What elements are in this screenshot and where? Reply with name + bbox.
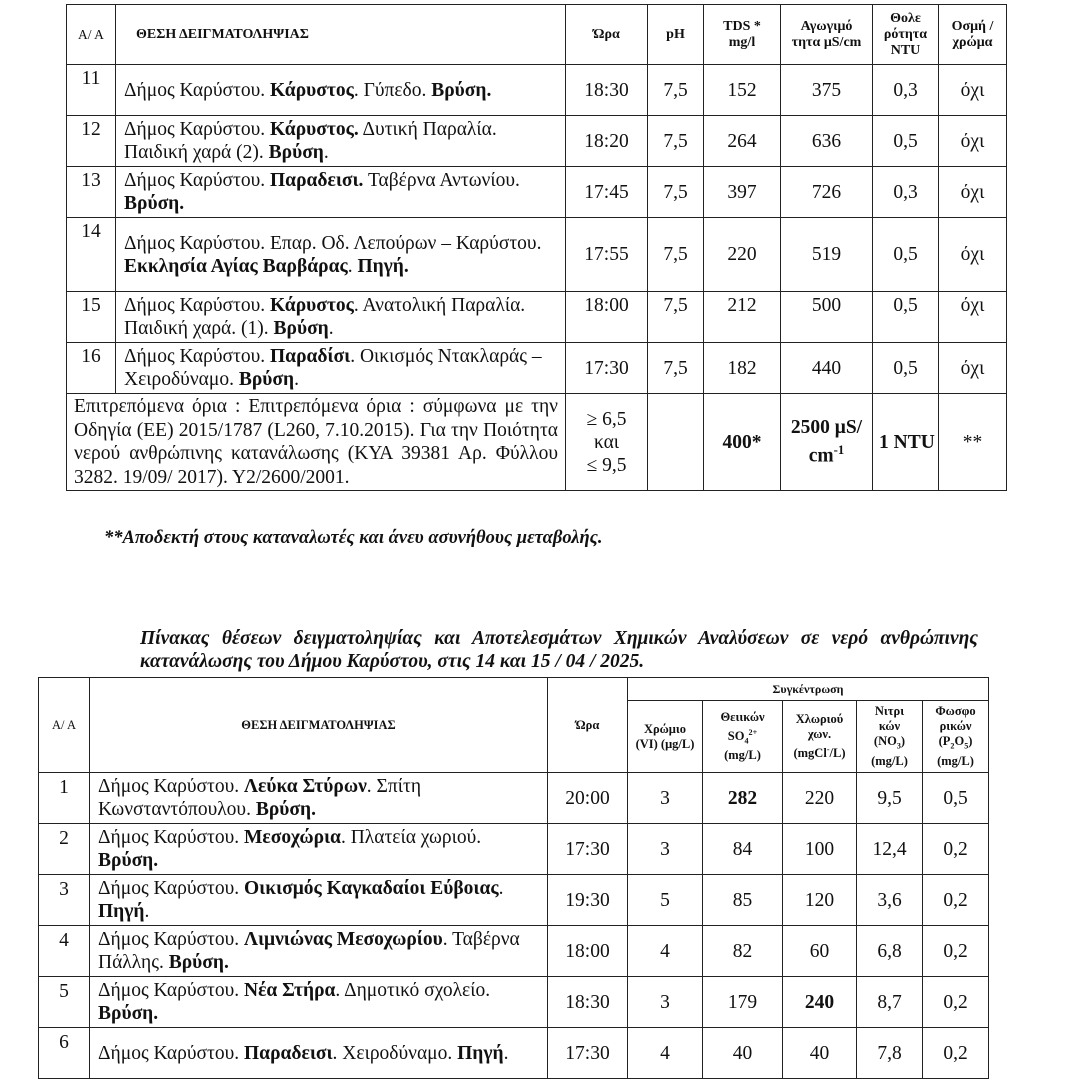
row-phosphate: 0,2 [923, 875, 989, 926]
row-location: Δήμος Καρύστου. Παραδεισι. Ταβέρνα Αντωνίου. Βρύση. [116, 167, 566, 218]
row-chromium: 3 [628, 773, 703, 824]
row-odor: όχι [939, 292, 1007, 343]
row-ph: 7,5 [648, 116, 704, 167]
row-aa: 3 [39, 875, 90, 926]
row-time: 18:00 [566, 292, 648, 343]
row-time: 18:00 [548, 926, 628, 977]
row-tds: 152 [704, 65, 781, 116]
row-turbidity: 0,5 [873, 218, 939, 292]
table-row [67, 65, 1007, 116]
table2-title: Πίνακας θέσεων δειγματοληψίας και Αποτελεσμάτων Χημικών Αναλύσεων σε νερό ανθρώπινης κατανάλωσης του Δήμου Καρύστου, στις 14 και 15 / 04 / 2025. [140, 628, 978, 672]
header-tds: TDS * mg/l [704, 5, 781, 65]
row-conductivity: 726 [781, 167, 873, 218]
row-location: Δήμος Καρύστου. Λιμνιώνας Μεσοχωρίου. Ταβέρνα Πάλλης. Βρύση. [90, 926, 548, 977]
table-row [67, 167, 1007, 218]
row-location: Δήμος Καρύστου. Λεύκα Στύρων. Σπίτη Κωνσταντόπουλου. Βρύση. [90, 773, 548, 824]
row-phosphate: 0,5 [923, 773, 989, 824]
row-location: Δήμος Καρύστου. Οικισμός Καγκαδαίοι Εύβοιας. Πηγή. [90, 875, 548, 926]
row-time: 20:00 [548, 773, 628, 824]
row-nitrate: 12,4 [857, 824, 923, 875]
header-turbidity: Θολε ρότητα NTU [873, 5, 939, 65]
row-nitrate: 8,7 [857, 977, 923, 1028]
row-nitrate: 9,5 [857, 773, 923, 824]
row-location: Δήμος Καρύστου. Επαρ. Οδ. Λεπούρων – Καρύστου. Εκκλησία Αγίας Βαρβάρας. Πηγή. [116, 218, 566, 292]
row-sulfate: 40 [703, 1028, 783, 1079]
row-turbidity: 0,3 [873, 65, 939, 116]
row-time: 18:30 [548, 977, 628, 1028]
row-tds: 220 [704, 218, 781, 292]
table2-header-row-1 [39, 678, 989, 701]
limits-empty [648, 394, 704, 491]
row-sulfate: 82 [703, 926, 783, 977]
row-location: Δήμος Καρύστου. Νέα Στήρα. Δημοτικό σχολείο. Βρύση. [90, 977, 548, 1028]
row-ph: 7,5 [648, 167, 704, 218]
row-chromium: 4 [628, 1028, 703, 1079]
row-location: Δήμος Καρύστου. Παραδίσι. Οικισμός Ντακλαράς – Χειροδύναμο. Βρύση. [116, 343, 566, 394]
table-row [39, 824, 989, 875]
header-location: ΘΕΣΗ ΔΕΙΓΜΑΤΟΛΗΨΙΑΣ [116, 5, 566, 65]
row-tds: 212 [704, 292, 781, 343]
header-location: ΘΕΣΗ ΔΕΙΓΜΑΤΟΛΗΨΙΑΣ [90, 678, 548, 773]
row-chloride: 100 [783, 824, 857, 875]
row-aa: 12 [67, 116, 116, 167]
header-odor: Οσμή / χρώμα [939, 5, 1007, 65]
row-time: 19:30 [548, 875, 628, 926]
row-conductivity: 375 [781, 65, 873, 116]
table-sampling-chemical [38, 677, 989, 1079]
row-chromium: 3 [628, 977, 703, 1028]
row-sulfate: 282 [703, 773, 783, 824]
header-concentration: Συγκέντρωση [628, 678, 989, 701]
row-chromium: 3 [628, 824, 703, 875]
limits-conductivity: 2500 μS/ $cm^{-1}$ [781, 394, 873, 491]
row-ph: 7,5 [648, 292, 704, 343]
row-sulfate: 84 [703, 824, 783, 875]
table-row [39, 977, 989, 1028]
row-conductivity: 519 [781, 218, 873, 292]
row-nitrate: 6,8 [857, 926, 923, 977]
row-aa: 13 [67, 167, 116, 218]
limits-ph-line2: και [593, 431, 620, 453]
limits-ph-line1: ≥ 6,5 [586, 408, 627, 430]
row-location: Δήμος Καρύστου. Παραδεισι. Χειροδύναμο. Πηγή. [90, 1028, 548, 1079]
row-conductivity: 636 [781, 116, 873, 167]
table-row [39, 926, 989, 977]
limits-row [67, 394, 1007, 491]
row-time: 18:30 [566, 65, 648, 116]
row-aa: 2 [39, 824, 90, 875]
row-turbidity: 0,5 [873, 292, 939, 343]
row-chloride: 60 [783, 926, 857, 977]
row-aa: 5 [39, 977, 90, 1028]
limits-ph [566, 394, 648, 491]
row-location: Δήμος Καρύστου. Κάρυστος. Δυτική Παραλία. Παιδική χαρά (2). Βρύση. [116, 116, 566, 167]
row-turbidity: 0,5 [873, 116, 939, 167]
row-turbidity: 0,3 [873, 167, 939, 218]
row-phosphate: 0,2 [923, 926, 989, 977]
row-odor: όχι [939, 218, 1007, 292]
header-aa: Α/ Α [67, 5, 116, 65]
row-conductivity: 500 [781, 292, 873, 343]
row-location: Δήμος Καρύστου. Κάρυστος. Ανατολική Παραλία. Παιδική χαρά. (1). Βρύση. [116, 292, 566, 343]
row-time: 17:30 [548, 824, 628, 875]
row-ph: 7,5 [648, 343, 704, 394]
header-phosphate: Φωσφο ρικών $(P_2O_5)$ (mg/L) [923, 701, 989, 773]
row-odor: όχι [939, 116, 1007, 167]
row-odor: όχι [939, 65, 1007, 116]
limits-text: Επιτρεπόμενα όρια : Επιτρεπόμενα όρια : σύμφωνα με την Οδηγία (ΕΕ) 2015/1787 (L260, 7.10.2015). Για την Ποιότητα νερού ανθρώπινης κατανάλωσης (ΚΥΑ 39381 Αρ. Φύλλου 3282. 19/09/ 2017). Υ2/2600/2001. [67, 394, 566, 491]
row-chromium: 5 [628, 875, 703, 926]
row-location: Δήμος Καρύστου. Μεσοχώρια. Πλατεία χωριού. Βρύση. [90, 824, 548, 875]
limits-odor: ** [939, 394, 1007, 491]
table-row [67, 116, 1007, 167]
header-conductivity: Αγωγιμό τητα μS/cm [781, 5, 873, 65]
header-chromium: Χρώμιο (VI) (μg/L) [628, 701, 703, 773]
limits-tds: 400* [704, 394, 781, 491]
row-aa: 16 [67, 343, 116, 394]
row-aa: 14 [67, 218, 116, 292]
row-aa: 4 [39, 926, 90, 977]
row-nitrate: 7,8 [857, 1028, 923, 1079]
table-row [39, 1028, 989, 1079]
row-aa: 6 [39, 1028, 90, 1079]
row-chloride: 40 [783, 1028, 857, 1079]
header-time: Ώρα [566, 5, 648, 65]
row-tds: 264 [704, 116, 781, 167]
row-tds: 182 [704, 343, 781, 394]
row-ph: 7,5 [648, 218, 704, 292]
table-row [39, 875, 989, 926]
row-aa: 1 [39, 773, 90, 824]
row-phosphate: 0,2 [923, 824, 989, 875]
table-sampling-physical [66, 4, 1007, 491]
row-location: Δήμος Καρύστου. Κάρυστος. Γύπεδο. Βρύση. [116, 65, 566, 116]
header-nitrate: Νιτρι κών $(NO_3)$ (mg/L) [857, 701, 923, 773]
row-phosphate: 0,2 [923, 1028, 989, 1079]
row-turbidity: 0,5 [873, 343, 939, 394]
row-time: 17:30 [566, 343, 648, 394]
row-tds: 397 [704, 167, 781, 218]
row-time: 17:30 [548, 1028, 628, 1079]
limits-turbidity: 1 NTU [873, 394, 939, 491]
row-chloride: 220 [783, 773, 857, 824]
header-time: Ώρα [548, 678, 628, 773]
row-odor: όχι [939, 167, 1007, 218]
row-ph: 7,5 [648, 65, 704, 116]
row-chromium: 4 [628, 926, 703, 977]
row-aa: 15 [67, 292, 116, 343]
row-chloride: 120 [783, 875, 857, 926]
row-chloride: 240 [783, 977, 857, 1028]
header-aa: Α/ Α [39, 678, 90, 773]
table1-header-row [67, 5, 1007, 65]
row-time: 17:45 [566, 167, 648, 218]
footnote-acceptable: **Αποδεκτή στους καταναλωτές και άνευ ασυνήθους μεταβολής. [104, 528, 603, 548]
row-time: 18:20 [566, 116, 648, 167]
row-sulfate: 179 [703, 977, 783, 1028]
row-sulfate: 85 [703, 875, 783, 926]
header-sulfate: Θειικών $SO_4^{2+}$ (mg/L) [703, 701, 783, 773]
table-row [67, 343, 1007, 394]
row-conductivity: 440 [781, 343, 873, 394]
header-ph: pH [648, 5, 704, 65]
table-row [67, 292, 1007, 343]
limits-ph-line3: ≤ 9,5 [586, 454, 627, 476]
row-odor: όχι [939, 343, 1007, 394]
table-row [67, 218, 1007, 292]
row-nitrate: 3,6 [857, 875, 923, 926]
header-chloride: Χλωριού χων. (mgCl-/L) [783, 701, 857, 773]
row-time: 17:55 [566, 218, 648, 292]
row-phosphate: 0,2 [923, 977, 989, 1028]
table-row [39, 773, 989, 824]
row-aa: 11 [67, 65, 116, 116]
